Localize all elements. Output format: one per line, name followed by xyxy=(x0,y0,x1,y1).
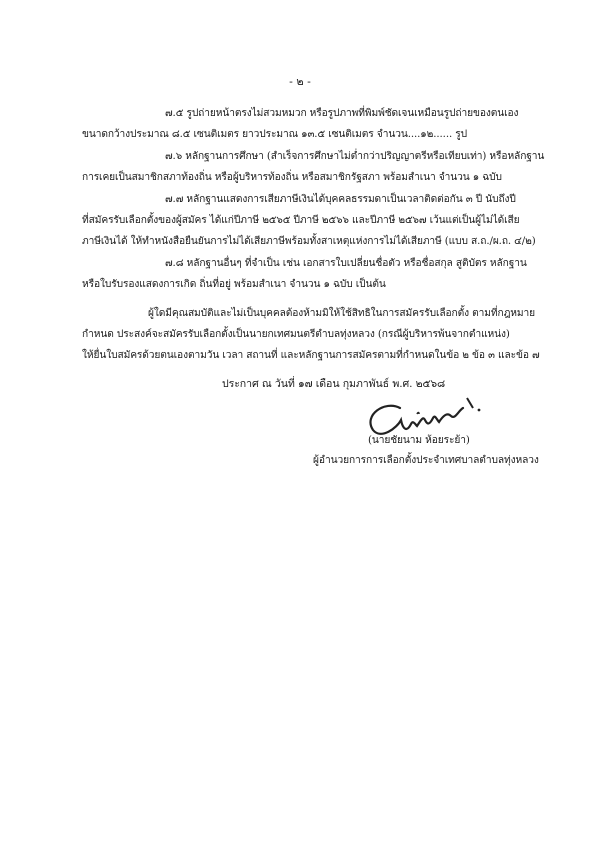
closing-paragraph-line-1: ผู้ใดมีคุณสมบัติและไม่เป็นบุคคลต้องห้ามมิให้ใช้สิทธิในการสมัครรับเลือกตั้ง ตามที่กฎหมาย xyxy=(148,308,536,319)
item-7-7-line-3: ภาษีเงินได้ ให้ทำหนังสือยืนยันการไม่ได้เสียภาษีพร้อมทั้งสาเหตุแห่งการไม่ได้เสียภาษี (แบบ ส.ถ./ผ.ถ. ๔/๒) xyxy=(82,236,536,247)
item-7-7-line-1: ๗.๗ หลักฐานแสดงการเสียภาษีเงินได้บุคคลธรรมดาเป็นเวลาติดต่อกัน ๓ ปี นับถึงปี xyxy=(165,194,516,205)
closing-paragraph-line-3: ให้ยื่นใบสมัครด้วยตนเองตามวัน เวลา สถานที่ และหลักฐานการสมัครตามที่กำหนดในข้อ ๒ ข้อ ๓ และข้อ ๗ xyxy=(82,350,540,361)
closing-paragraph-line-2: กำหนด ประสงค์จะสมัครรับเลือกตั้งเป็นนายกเทศมนตรีตำบลทุ่งหลวง (กรณีผู้บริหารพ้นจากตำแหน่ง) xyxy=(82,329,510,340)
item-7-7-line-2: ที่สมัครรับเลือกตั้งของผู้สมัคร ได้แก่ปีภาษี ๒๕๖๕ ปีภาษี ๒๕๖๖ และปีภาษี ๒๕๖๗ เว้นแต่เป็นผู้ไม่ได้เสีย xyxy=(82,215,520,226)
item-7-6-line-2: การเคยเป็นสมาชิกสภาท้องถิ่น หรือผู้บริหารท้องถิ่น หรือสมาชิกรัฐสภา พร้อมสำเนา จำนวน ๑ ฉบับ xyxy=(82,172,502,183)
signer-title: ผู้อำนวยการการเลือกตั้งประจำเทศบาลตำบลทุ่งหลวง xyxy=(313,455,539,466)
item-7-5-line-1: ๗.๕ รูปถ่ายหน้าตรงไม่สวมหมวก หรือรูปภาพที่พิมพ์ชัดเจนเหมือนรูปถ่ายของตนเอง xyxy=(165,108,519,119)
item-7-8-line-1: ๗.๘ หลักฐานอื่นๆ ที่จำเป็น เช่น เอกสารใบเปลี่ยนชื่อตัว หรือชื่อสกุล สูติบัตร หลักฐาน xyxy=(165,258,527,269)
item-7-8-line-2: หรือใบรับรองแสดงการเกิด ถิ่นที่อยู่ พร้อมสำเนา จำนวน ๑ ฉบับ เป็นต้น xyxy=(82,279,386,290)
announcement-date: ประกาศ ณ วันที่ ๑๗ เดือน กุมภาพันธ์ พ.ศ. ๒๕๖๘ xyxy=(222,378,446,390)
item-7-6-line-1: ๗.๖ หลักฐานการศึกษา (สำเร็จการศึกษาไม่ต่ำกว่าปริญญาตรีหรือเทียบเท่า) หรือหลักฐาน xyxy=(165,151,545,162)
item-7-5-line-2: ขนาดกว้างประมาณ ๘.๕ เซนติเมตร ยาวประมาณ ๑๓.๕ เซนติเมตร จำนวน....๑๒...... รูป xyxy=(82,129,467,140)
page-number: - ๒ - xyxy=(289,75,311,88)
signer-name: (นายชัยนาม ห้อยระย้า) xyxy=(368,435,470,446)
